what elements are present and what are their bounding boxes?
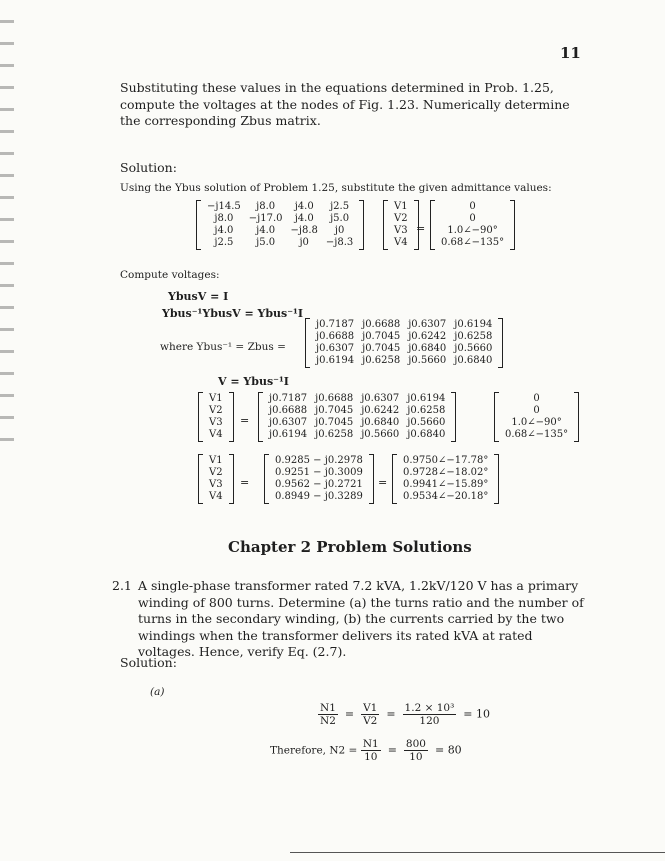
n1: N1 [320,702,336,714]
matrix-row [271,455,367,467]
matrix-row [203,237,357,249]
matrix-cell: V4 [209,491,223,502]
matrix-cell: j0 [334,225,345,236]
ratio-result: 10 [476,707,491,721]
matrix-row [205,405,227,417]
matrix-cell: 0.8949 − j0.3289 [275,491,363,502]
matrix-cell: j4.0 [294,213,314,224]
therefore-label: Therefore, N2 = [270,744,358,757]
matrix-cell: j0.6258 [454,331,493,342]
matrix-cell: j0.6194 [407,393,446,404]
matrix-cell: V2 [209,467,223,478]
matrix-cell: j2.5 [330,201,350,212]
matrix-cell: j8.0 [256,201,276,212]
matrix-row [501,393,572,405]
where-label: where Ybus⁻¹ = Zbus = [160,341,286,353]
matrix-cell: j8.0 [214,213,234,224]
using-text: Using the Ybus solution of Problem 1.25, substitute the given admittance values: [120,182,552,194]
solution-label: Solution: [120,160,177,175]
matrix-cell: j0.7187 [316,319,355,330]
n2-result: 80 [447,743,462,757]
equals-sign: = [416,222,426,235]
intro-paragraph: Substituting these values in the equations determined in Prob. 1.25, compute the voltages at the nodes of Fig. 1.23. Numerically determine the corresponding Zbus matrix. [120,80,570,128]
matrix-row [399,455,492,467]
matrix-cell: j0.6688 [269,405,308,416]
matrix-row [203,213,357,225]
matrix-row [265,405,449,417]
matrix-cell: j0.6688 [315,393,354,404]
matrix-row [312,355,496,367]
matrix-cell: j0.6307 [408,319,447,330]
matrix-cell: 0.9750∠−17.78° [403,455,489,466]
matrix-row [437,201,508,213]
matrix-row [205,393,227,405]
matrix-row [437,225,508,237]
matrix-row [205,455,227,467]
matrix-cell: j0.6840 [361,417,400,428]
part-label: (a) [150,686,165,698]
matrix-cell: −j17.0 [248,213,283,224]
v-vector [383,200,419,250]
matrix-cell: V3 [209,479,223,490]
matrix-cell: V4 [394,237,408,248]
current-vector-2 [494,392,579,442]
v-vector-2 [198,392,234,442]
solution-label-2: Solution: [120,655,177,670]
equation-line-1: YbusV = I [168,290,229,303]
matrix-cell: V1 [209,393,223,404]
matrix-cell: 0 [469,201,476,212]
matrix-cell: j5.0 [256,237,276,248]
matrix-cell: 0 [533,405,540,416]
matrix-cell: −j14.5 [207,201,241,212]
matrix-cell: V1 [394,201,408,212]
compute-label: Compute voltages: [120,269,220,281]
zbus-matrix-2 [258,392,456,442]
matrix-cell: 0 [469,213,476,224]
matrix-cell: j0.7045 [315,417,354,428]
matrix-cell: 0.9534∠−20.18° [403,491,489,502]
matrix-cell: j2.5 [214,237,234,248]
matrix-cell: j0.7045 [362,331,401,342]
matrix-row [265,393,449,405]
ratio-denominator: 120 [419,715,440,727]
matrix-row [390,237,412,249]
equation-line-3: V = Ybus⁻¹I [218,375,289,388]
matrix-cell: j0.6307 [361,393,400,404]
page-number: 11 [560,44,581,62]
matrix-row [271,491,367,503]
matrix-row [390,201,412,213]
v-rectangular [264,454,374,504]
matrix-cell: j0.6307 [316,343,355,354]
matrix-row [399,479,492,491]
matrix-row [437,213,508,225]
matrix-row [399,491,492,503]
matrix-cell: j0.6242 [361,405,400,416]
matrix-row [271,467,367,479]
equals-sign-2: = [240,414,250,427]
matrix-cell: V4 [209,429,223,440]
matrix-cell: j0.5660 [408,355,447,366]
matrix-cell: 1.0∠−90° [447,225,498,236]
matrix-row [501,417,572,429]
matrix-cell: j0.7045 [315,405,354,416]
matrix-cell: 0.9285 − j0.2978 [275,455,363,466]
matrix-cell: 0.9728∠−18.02° [403,467,489,478]
matrix-cell: j0.6688 [316,331,355,342]
matrix-cell: V3 [394,225,408,236]
matrix-cell: j0.7045 [362,343,401,354]
matrix-row [312,331,496,343]
n2-equation: Therefore, N2 = $\frac{N1}{10}$ = $\frac{800}{10}$ = 80 [270,738,462,763]
matrix-row [312,343,496,355]
matrix-cell: j5.0 [330,213,350,224]
matrix-row [501,405,572,417]
n2-numerator: 800 [405,738,426,750]
matrix-cell: 0.9251 − j0.3009 [275,467,363,478]
matrix-cell: j0.6307 [269,417,308,428]
matrix-cell: j0.5660 [454,343,493,354]
matrix-row [501,429,572,441]
matrix-cell: 0.68∠−135° [505,429,569,440]
matrix-row [205,417,227,429]
matrix-cell: j0.7187 [269,393,308,404]
v1: V1 [363,702,378,714]
matrix-row [390,213,412,225]
matrix-cell: 1.0∠−90° [511,417,562,428]
v2: V2 [363,715,378,727]
equals-sign-4: = [378,476,388,489]
equation-line-2: Ybus⁻¹YbusV = Ybus⁻¹I [162,307,304,320]
matrix-cell: j0.5660 [361,429,400,440]
matrix-cell: 0.9941∠−15.89° [403,479,489,490]
matrix-row [203,225,357,237]
matrix-cell: V3 [209,417,223,428]
matrix-cell: j0 [299,237,309,248]
matrix-cell: V2 [394,213,408,224]
v-vector-3 [198,454,234,504]
scan-edge-marks [0,20,14,460]
matrix-row [205,467,227,479]
matrix-cell: j0.5660 [407,417,446,428]
current-vector [430,200,515,250]
matrix-row [271,479,367,491]
v-polar [392,454,499,504]
matrix-cell: j0.6688 [362,319,401,330]
matrix-row [205,429,227,441]
n2: N2 [320,715,336,727]
matrix-row [205,491,227,503]
matrix-cell: 0.9562 − j0.2721 [275,479,363,490]
matrix-row [399,467,492,479]
problem-number: 2.1 [112,578,132,593]
problem-text: A single-phase transformer rated 7.2 kVA, 1.2kV/120 V has a primary winding of 800 turns. Determine (a) the turns ratio and the number of turns in the secondary winding, (b) the currents carried by the two windings when the transformer delivers its rated kVA at rated voltages. Hence, verify Eq. (2.7). [138,578,584,659]
matrix-row [265,417,449,429]
matrix-cell: j4.0 [256,225,276,236]
ten: 10 [364,751,378,763]
zbus-matrix [305,318,503,368]
bottom-rule [290,852,665,853]
matrix-cell: 0 [533,393,540,404]
matrix-cell: j0.6194 [454,319,493,330]
n2-denominator: 10 [409,751,423,763]
matrix-cell: −j8.8 [290,225,318,236]
matrix-cell: V2 [209,405,223,416]
matrix-cell: j0.6194 [269,429,308,440]
ybus-matrix [196,200,364,250]
matrix-row [265,429,449,441]
matrix-row [312,319,496,331]
matrix-row [390,225,412,237]
matrix-cell: j0.6194 [316,355,355,366]
matrix-cell: V1 [209,455,223,466]
matrix-cell: j0.6258 [362,355,401,366]
matrix-cell: j4.0 [294,201,314,212]
n1-2: N1 [362,738,379,750]
matrix-cell: −j8.3 [325,237,354,248]
matrix-cell: j0.6258 [315,429,354,440]
matrix-cell: j0.6840 [454,355,493,366]
matrix-row [437,237,508,249]
equals-sign-3: = [240,476,250,489]
matrix-row [203,201,357,213]
chapter-title: Chapter 2 Problem Solutions [228,538,472,556]
matrix-row [205,479,227,491]
matrix-cell: j4.0 [214,225,234,236]
matrix-cell: j0.6840 [408,343,447,354]
matrix-cell: j0.6840 [407,429,446,440]
matrix-cell: 0.68∠−135° [441,237,505,248]
turns-ratio-equation: $\frac{N1}{N2}$ = $\frac{V1}{V2}$ = $\frac{\text{1.2 × 10³}}{120}$ = 10 [320,702,491,727]
matrix-cell: j0.6258 [407,405,446,416]
matrix-cell: j0.6242 [408,331,447,342]
ratio-numerator: 1.2 × 10³ [404,702,455,714]
